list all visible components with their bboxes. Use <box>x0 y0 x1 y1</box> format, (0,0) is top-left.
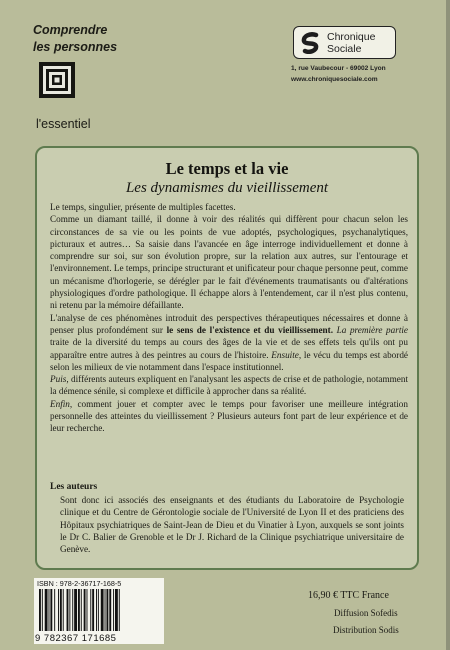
book-title: Le temps et la vie <box>165 159 289 178</box>
isbn-label: ISBN : 978-2-36717-168-5 <box>37 579 122 588</box>
barcode-bar <box>50 589 52 631</box>
analysis-text-b: traite de la diversité du temps au cours des âges de la vie et de ses effets tels qu'ils ont pu apparaître entre autres à des peintres au cours de l'histoire. <box>50 337 408 360</box>
book-subtitle: Les dynamismes du vieillissement <box>125 180 329 196</box>
barcode-bar <box>109 589 111 631</box>
analysis-then: Ensuite, <box>271 349 302 360</box>
paragraph-intro: Le temps, singulier, présente de multiples facettes. <box>50 202 236 212</box>
authors-heading: Les auteurs <box>50 482 98 492</box>
isbn-barcode-block <box>34 578 164 644</box>
publisher-contact <box>291 63 386 85</box>
barcode-bar <box>60 589 62 631</box>
finally-word: Enfin, <box>50 398 73 409</box>
barcode-bar <box>113 589 114 631</box>
crisis-then: Puis, <box>50 374 69 385</box>
barcode-bar <box>63 589 64 631</box>
barcode-bar <box>119 589 120 631</box>
barcode-bar <box>58 589 59 631</box>
publisher-name-line-1: Chronique <box>327 31 376 43</box>
publisher-logo-box <box>293 26 396 59</box>
barcode-bar <box>49 589 50 631</box>
barcode-bar <box>105 589 106 631</box>
price: 16,90 € TTC France <box>308 590 389 601</box>
barcode-bar <box>90 589 91 631</box>
barcode-bar <box>45 589 48 631</box>
collection-name <box>33 22 117 56</box>
barcode-bar <box>98 589 99 631</box>
barcode-bar <box>96 589 97 631</box>
cover-edge <box>446 0 450 650</box>
analysis-text-a: L'analyse de ces phénomènes introduit des perspectives thérapeutiques nécessaires et donne à penser plus profondément sur <box>50 312 408 335</box>
paragraph-finally <box>50 398 408 435</box>
barcode-bar <box>54 589 55 631</box>
barcode-bar <box>101 589 104 631</box>
barcode-bar <box>81 589 82 631</box>
barcode-bar <box>67 589 69 631</box>
crisis-text: différents auteurs expliquent en l'analysant les aspects de crise et de pathologie, notamment la démence sénile, si complexe et difficile à approcher dans sa réalité. <box>50 374 408 397</box>
barcode-bar <box>74 589 77 631</box>
barcode-bar <box>72 589 73 631</box>
barcode-bar <box>115 589 118 631</box>
barcode <box>37 589 161 633</box>
description-panel <box>35 146 419 570</box>
concentric-squares-icon <box>39 62 75 98</box>
paragraph-diamond: Comme un diamant taillé, il donne à voir des réalités qui diffèrent pour chacun selon les circonstances de sa vie ou les points de vue adoptés, psychologiques, psychanalytiques, picturaux et autres… Sa saisie dans l'avancée en âge interroge individuellement et donne à comprendre sur soi, sur son évolution propre, sur la relation aux autres, sur l'entourage et l'environnement. Le temps, principe structurant et unificateur pour chaque personne peut, comme un mécanisme d'horlogerie, se dérégler par le fait d'événements traumatisants ou d'altérations physiologiques d'ordre pathologique. Il échappe alors à l'entendement, car il n'est plus contenu, ni retenu par la mémoire défaillante. <box>50 214 408 311</box>
collection-line-2: les personnes <box>33 40 118 54</box>
finally-text: comment jouer et compter avec le temps pour favoriser une meilleure intégration personnelle des atteintes du vieillissement ? Plusieurs auteurs font part de leur expérience et de leur recherche. <box>50 398 408 434</box>
barcode-bar <box>84 589 86 631</box>
analysis-first-part: La première partie <box>336 324 409 335</box>
authors-text: Sont donc ici associés des enseignants et des étudiants du Laboratoire de Psychologie clinique et du Centre de Gérontologie sociale de l'Université de Lyon II et des praticiens des Hôpitaux psychiatriques de Saint-Jean de Dieu et du Vinatier à Lyon, auxquels se sont joints le Dr C. Balier de Grenoble et le Dr J. Richard de la Clinique psychiatrique universitaire de Genève. <box>60 495 404 555</box>
barcode-bar <box>87 589 88 631</box>
barcode-bar <box>106 589 108 631</box>
collection-line-1: Comprendre <box>33 23 108 37</box>
series-name: l'essentiel <box>36 117 91 131</box>
diffusion: Diffusion Sofedis <box>334 608 398 618</box>
barcode-bar <box>92 589 94 631</box>
publisher-name-line-2: Sociale <box>327 43 362 55</box>
book-description <box>50 201 408 435</box>
paragraph-crisis <box>50 373 408 398</box>
barcode-bar <box>42 589 43 631</box>
barcode-number: 9 782367 171685 <box>35 633 117 644</box>
publisher-address: 1, rue Vaubecour - 69002 Lyon <box>291 65 386 72</box>
publisher-website: www.chroniquesociale.com <box>291 76 378 83</box>
barcode-bar <box>78 589 80 631</box>
analysis-text-c: le vécu du temps est abordé selon les milieux de vie notamment dans l'espace institutionnel. <box>50 349 409 372</box>
barcode-bar <box>69 589 70 631</box>
paragraph-analysis <box>50 312 408 373</box>
publisher-logo-icon <box>300 32 322 54</box>
barcode-bar <box>39 589 41 631</box>
distribution: Distribution Sodis <box>333 625 399 635</box>
analysis-bold: le sens de l'existence et du vieillissement. <box>166 324 333 335</box>
publisher-name <box>327 31 375 55</box>
